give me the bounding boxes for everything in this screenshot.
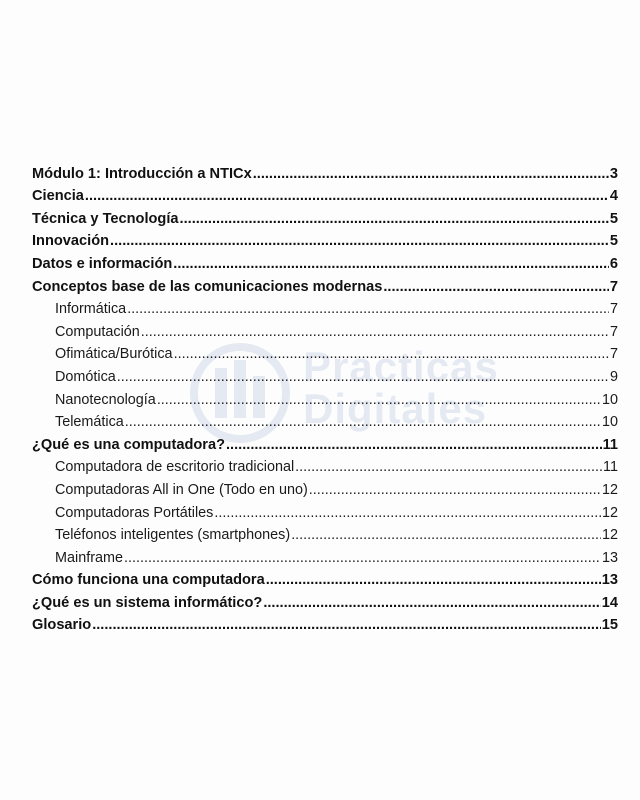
toc-entry-subsection[interactable]: [32, 409, 618, 432]
toc-entry-section[interactable]: [32, 228, 618, 251]
toc-entry-title: Domótica: [55, 368, 116, 385]
toc-dot-leader: [141, 323, 609, 341]
toc-entry-title: Mainframe: [55, 549, 123, 566]
toc-dot-leader: [157, 391, 601, 409]
toc-entry-title: Ofimática/Burótica: [55, 346, 173, 363]
toc-entry-subsection[interactable]: [32, 499, 618, 522]
toc-entry-section[interactable]: [32, 250, 618, 273]
toc-entry-section[interactable]: [32, 431, 618, 454]
toc-entry-title: Computación: [55, 323, 140, 340]
toc-dot-leader: [117, 368, 609, 386]
toc-entry-page-number: 12: [601, 504, 618, 521]
toc-entry-page-number: 13: [601, 549, 618, 566]
toc-dot-leader: [291, 526, 601, 544]
toc-entry-page-number: 11: [603, 459, 618, 476]
toc-entry-subsection[interactable]: [32, 296, 618, 319]
toc-entry-page-number: 10: [601, 391, 618, 408]
toc-dot-leader: [309, 481, 601, 499]
toc-dot-leader: [173, 255, 609, 273]
toc-dot-leader: [263, 594, 600, 612]
toc-entry-title: Datos e información: [32, 255, 173, 272]
toc-entry-subsection[interactable]: [32, 476, 618, 499]
toc-entry-title: Técnica y Tecnología: [32, 210, 179, 227]
toc-entry-page-number: 4: [609, 188, 618, 205]
toc-entry-section[interactable]: [32, 183, 618, 206]
toc-entry-subsection[interactable]: [32, 363, 618, 386]
toc-entry-subsection[interactable]: [32, 386, 618, 409]
table-of-contents: [32, 160, 618, 634]
toc-entry-page-number: 7: [609, 278, 618, 295]
toc-entry-page-number: 9: [609, 368, 618, 385]
toc-entry-page-number: 10: [601, 414, 618, 431]
toc-entry-title: Innovación: [32, 233, 110, 250]
toc-entry-title: Informática: [55, 301, 127, 318]
toc-dot-leader: [124, 549, 601, 567]
toc-entry-page-number: 12: [601, 481, 618, 498]
toc-entry-subsection[interactable]: [32, 544, 618, 567]
toc-entry-title: Computadoras Portátiles: [55, 504, 214, 521]
toc-entry-title: Computadoras All in One (Todo en uno): [55, 481, 308, 498]
toc-entry-title: ¿Qué es un sistema informático?: [32, 594, 263, 611]
toc-entry-section[interactable]: [32, 205, 618, 228]
toc-dot-leader: [110, 232, 609, 250]
toc-entry-page-number: 5: [609, 210, 618, 227]
toc-dot-leader: [253, 165, 609, 183]
toc-entry-section[interactable]: [32, 589, 618, 612]
toc-entry-title: Módulo 1: Introducción a NTICx: [32, 165, 252, 182]
toc-entry-page-number: 3: [609, 165, 618, 182]
toc-entry-title: Computadora de escritorio tradicional: [55, 459, 295, 476]
toc-dot-leader: [266, 571, 601, 589]
watermark-line-1: Practicas: [303, 343, 499, 390]
toc-entry-page-number: 14: [601, 594, 618, 611]
watermark-line-2: Digitales: [303, 385, 488, 432]
toc-entry-page-number: 11: [602, 436, 618, 453]
toc-entry-title: Cómo funciona una computadora: [32, 572, 265, 589]
toc-entry-subsection[interactable]: [32, 341, 618, 364]
toc-entry-page-number: 7: [609, 323, 618, 340]
toc-dot-leader: [125, 413, 601, 431]
toc-entry-title: ¿Qué es una computadora?: [32, 436, 225, 453]
toc-dot-leader: [180, 210, 609, 228]
toc-dot-leader: [214, 504, 601, 522]
toc-entry-title: Ciencia: [32, 188, 84, 205]
toc-entry-page-number: 5: [609, 233, 618, 250]
toc-dot-leader: [295, 458, 602, 476]
toc-entry-title: Nanotecnología: [55, 391, 156, 408]
toc-entry-title: Conceptos base de las comunicaciones modernas: [32, 278, 383, 295]
toc-entry-page-number: 15: [601, 617, 618, 634]
toc-dot-leader: [226, 436, 602, 454]
toc-entry-page-number: 7: [609, 346, 618, 363]
toc-dot-leader: [174, 345, 609, 363]
toc-dot-leader: [383, 278, 609, 296]
toc-entry-section[interactable]: [32, 273, 618, 296]
toc-entry-section[interactable]: [32, 160, 618, 183]
toc-entry-title: Glosario: [32, 617, 92, 634]
toc-entry-page-number: 7: [609, 301, 618, 318]
toc-entry-title: Teléfonos inteligentes (smartphones): [55, 527, 291, 544]
toc-entry-subsection[interactable]: [32, 318, 618, 341]
toc-entry-section[interactable]: [32, 567, 618, 590]
toc-entry-title: Telemática: [55, 414, 124, 431]
toc-entry-page-number: 13: [601, 572, 618, 589]
toc-dot-leader: [127, 300, 609, 318]
toc-entry-page-number: 12: [601, 527, 618, 544]
toc-dot-leader: [92, 616, 601, 634]
toc-dot-leader: [85, 187, 609, 205]
toc-entry-page-number: 6: [609, 255, 618, 272]
toc-entry-subsection[interactable]: [32, 522, 618, 545]
toc-entry-subsection[interactable]: [32, 454, 618, 477]
toc-entry-section[interactable]: [32, 612, 618, 635]
